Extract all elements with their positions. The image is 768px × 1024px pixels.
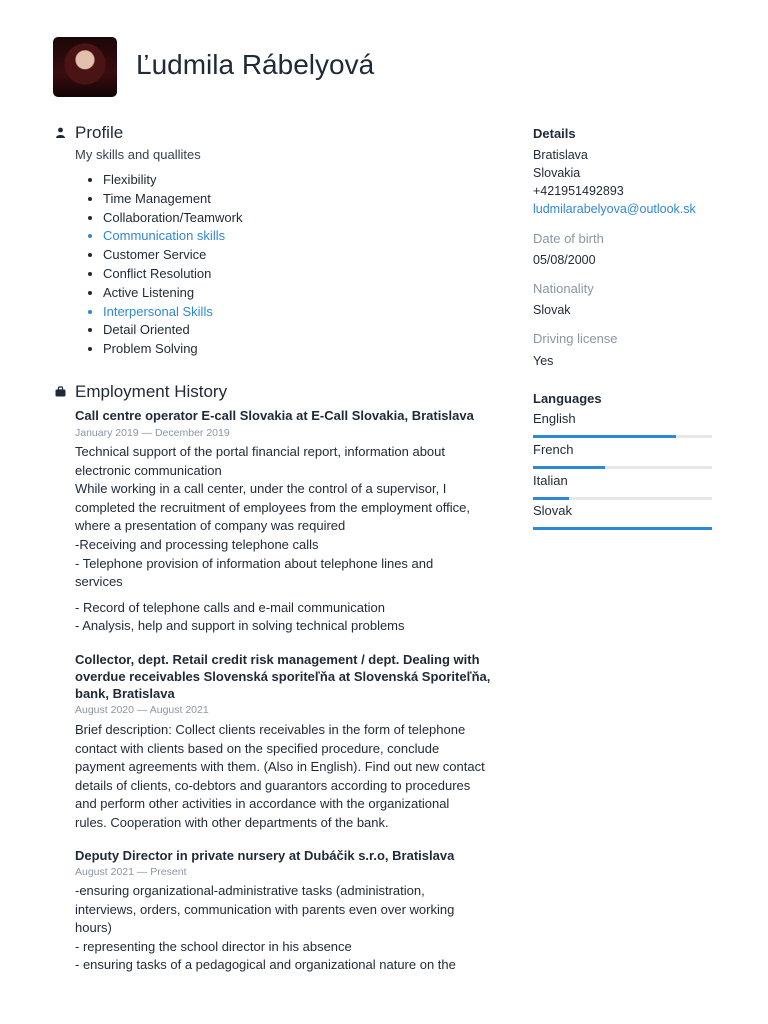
language-level-fill (533, 527, 712, 530)
employment-heading: Employment History (75, 382, 228, 401)
list-item: • Time Management (103, 190, 242, 209)
nationality-value: Slovak (533, 303, 571, 317)
language-level-fill (533, 435, 676, 438)
language-item (533, 503, 712, 530)
language-name: English (533, 411, 576, 426)
avatar (53, 37, 117, 97)
dob-value: 05/08/2000 (533, 253, 596, 267)
nationality-label: Nationality (533, 281, 594, 296)
language-item (533, 473, 712, 500)
language-level-bar (533, 497, 712, 500)
job-description: Brief description: Collect clients receivables in the form of telephone contact with clients based on the specified procedure, conclude payment agreements with them. (Also in English). Find out new contact details of clients, co-debtors and guarantors according to procedures and perform other activities in accordance with the organizational rules. Cooperation with other departments of the bank. (75, 722, 485, 830)
list-item: • Detail Oriented (103, 321, 242, 340)
list-item: • Communication skills (103, 227, 242, 246)
language-level-fill (533, 497, 569, 500)
list-item: • Flexibility (103, 171, 242, 190)
profile-subtitle: My skills and quallites (75, 147, 201, 162)
language-level-bar (533, 466, 712, 469)
skills-list (89, 171, 242, 359)
job-dates: August 2020 — August 2021 (75, 704, 209, 716)
city: Bratislava (533, 148, 588, 162)
job-dates: August 2021 — Present (75, 866, 187, 878)
list-item: • Interpersonal Skills (103, 303, 242, 322)
language-level-fill (533, 466, 605, 469)
language-name: Slovak (533, 503, 573, 518)
job-title: Call centre operator E-call Slovakia at E-Call Slovakia, Bratislava (75, 408, 474, 423)
person-icon (55, 127, 66, 138)
job-description: -ensuring organizational-administrative tasks (administration, interviews, orders, communication with parents even over working hours) - representing the school director in his absence - ensuring tasks of a pedagogical and organizational nature on the (75, 883, 456, 973)
list-item: • Problem Solving (103, 340, 242, 359)
job-title: Deputy Director in private nursery at Dubáčik s.r.o, Bratislava (75, 848, 455, 863)
language-name: French (533, 442, 574, 457)
phone: +421951492893 (533, 184, 624, 198)
details-heading: Details (533, 126, 576, 141)
country: Slovakia (533, 166, 581, 180)
language-item (533, 411, 712, 438)
job-description: Technical support of the portal financial report, information about electronic communication While working in a call center, under the control of a supervisor, I completed the recruitment of employees from the employment office, where a presentation of company was required -Receiving and processing telephone calls - Telephone provision of information about telephone lines and services - Record of telephone calls and e-mail communication - Analysis, help and support in solving technical problems (75, 444, 471, 634)
license-label: Driving license (533, 331, 618, 346)
list-item: • Customer Service (103, 246, 242, 265)
candidate-name: Ľudmila Rábelyová (136, 49, 375, 80)
language-item (533, 442, 712, 469)
briefcase-icon (55, 386, 66, 397)
job-title: Collector, dept. Retail credit risk management / dept. Dealing with overdue receivables Slovenská sporiteľňa at Slovenská Sporiteľňa, bank, Bratislava (75, 652, 491, 701)
job-dates: January 2019 — December 2019 (75, 427, 230, 439)
email-link[interactable]: ludmilarabelyova@outlook.sk (533, 202, 696, 216)
license-value: Yes (533, 354, 554, 368)
dob-label: Date of birth (533, 231, 604, 246)
profile-heading: Profile (75, 123, 124, 142)
language-level-bar (533, 527, 712, 530)
list-item: • Conflict Resolution (103, 265, 242, 284)
language-level-bar (533, 435, 712, 438)
list-item: • Collaboration/Teamwork (103, 209, 242, 228)
list-item: • Active Listening (103, 284, 242, 303)
language-name: Italian (533, 473, 568, 488)
languages-heading: Languages (533, 391, 602, 406)
